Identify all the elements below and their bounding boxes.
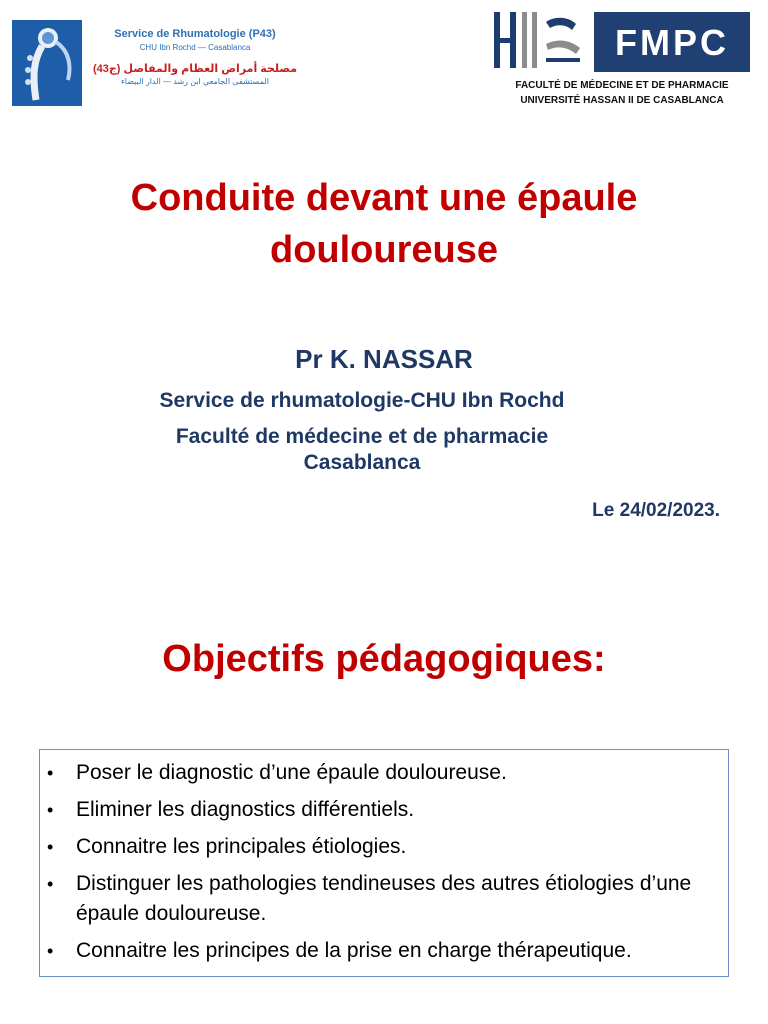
- objectives-list: [40, 758, 722, 973]
- service-arabic-subtitle: المستشفى الجامعي ابن رشد — الدار البيضاء: [121, 77, 269, 86]
- objectives-heading: Objectifs pédagogiques:: [162, 638, 606, 680]
- bullet-icon: •: [47, 800, 54, 820]
- bullet-icon: •: [47, 941, 54, 961]
- objective-text: Eliminer les diagnostics différentiels.: [76, 798, 415, 821]
- university-name: UNIVERSITÉ HASSAN II DE CASABLANCA: [520, 95, 724, 106]
- bullet-icon: •: [47, 874, 54, 894]
- fmpc-label: FMPC: [615, 22, 729, 63]
- objective-text: Connaitre les principes de la prise en charge thérapeutique.: [76, 939, 632, 962]
- service-subtitle: CHU Ibn Rochd — Casablanca: [139, 43, 251, 52]
- service-text: [92, 12, 298, 86]
- author-affiliation-service: Service de rhumatologie-CHU Ibn Rochd: [159, 389, 565, 412]
- fmpc-logo-block: [488, 8, 756, 112]
- bullet-icon: •: [47, 837, 54, 857]
- page-title: [40, 172, 728, 276]
- objective-item: [40, 936, 722, 966]
- objective-item: [40, 758, 722, 788]
- objective-item: [40, 869, 722, 929]
- objective-item: [40, 795, 722, 825]
- fmpc-badge: [594, 12, 750, 72]
- service-arabic-title: مصلحة أمراض العظام والمفاصل (ج43): [92, 63, 298, 75]
- objective-text: Connaitre les principales étiologies.: [76, 835, 407, 858]
- bullet-icon: •: [47, 763, 54, 783]
- service-logo-block: [10, 12, 300, 110]
- title-line-2: douloureuse: [269, 229, 499, 271]
- title-line-1: Conduite devant une épaule: [130, 177, 638, 219]
- author-affiliation-faculty: Faculté de médecine et de pharmacie: [175, 425, 549, 448]
- author-affiliation-city: Casablanca: [303, 451, 421, 474]
- uh2c-icon: [488, 8, 586, 74]
- author-name: Pr K. NASSAR: [295, 344, 473, 374]
- shoulder-joint-icon: [12, 20, 82, 106]
- presentation-date: Le 24/02/2023.: [592, 500, 720, 521]
- objectives-box: [39, 749, 729, 977]
- faculty-name: FACULTÉ DE MÉDECINE ET DE PHARMACIE: [515, 80, 729, 91]
- objective-text: Poser le diagnostic d’une épaule douloureuse.: [76, 761, 507, 784]
- service-title: Service de Rhumatologie (P43): [114, 28, 276, 40]
- objective-item: [40, 832, 722, 862]
- objective-text: Distinguer les pathologies tendineuses des autres étiologies d’une épaule douloureuse.: [76, 872, 692, 925]
